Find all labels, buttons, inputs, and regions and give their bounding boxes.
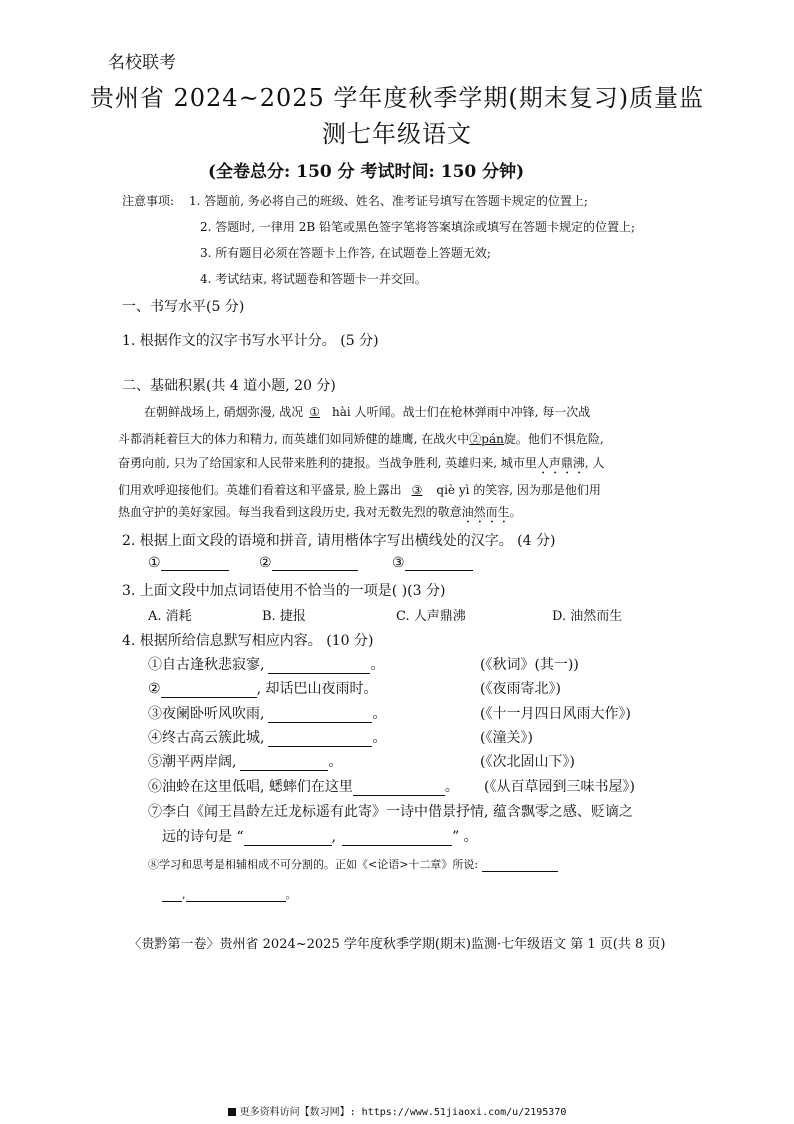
q4-item-text: 。 bbox=[372, 706, 387, 722]
q4-item-6 bbox=[148, 776, 459, 796]
dotted-word-4: 油然而生 bbox=[461, 505, 510, 519]
q2-mark-2: ② bbox=[259, 555, 272, 571]
q4-item-text: ② bbox=[148, 681, 161, 697]
q2-blank-1[interactable] bbox=[161, 556, 229, 571]
passage-line-5 bbox=[118, 503, 522, 526]
question-2: 2. 根据上面文段的语境和拼音, 请用楷体字写出横线处的汉字。 (4 分) bbox=[122, 533, 556, 549]
q4-item-1 bbox=[148, 654, 384, 674]
q4-blank-5[interactable] bbox=[240, 756, 328, 771]
q4-item-text: ③夜阑卧听风吹雨, bbox=[148, 706, 265, 722]
q2-mark-1: ① bbox=[148, 555, 161, 571]
notes-prefix: 注意事项: bbox=[122, 194, 175, 208]
passage-text: 在朝鲜战场上, 硝烟弥漫, 战况 bbox=[144, 405, 304, 419]
q4-item-text: , 却话巴山夜雨时。 bbox=[256, 681, 378, 697]
score-time-line: (全卷总分: 150 分 考试时间: 150 分钟) bbox=[208, 162, 525, 182]
q3-option-a[interactable]: A. 消耗 bbox=[148, 609, 192, 624]
q4-blank-1[interactable] bbox=[268, 659, 370, 674]
q4-blank-8b[interactable] bbox=[186, 889, 286, 902]
exam-label: 名校联考 bbox=[108, 53, 176, 73]
q3-option-b[interactable]: B. 捷报 bbox=[262, 609, 306, 624]
q4-item-5 bbox=[148, 751, 342, 771]
q4-source-3: (《十一月四日风雨大作》) bbox=[480, 706, 631, 722]
q4-item-7-line1: ⑦李白《闻王昌龄左迁龙标遥有此寄》一诗中借景抒情, 蕴含飘零之感、贬谪之 bbox=[148, 804, 633, 820]
passage-line-1 bbox=[144, 403, 590, 420]
q4-blank-7a[interactable] bbox=[244, 831, 332, 846]
q4-blank-8a-cont[interactable] bbox=[162, 889, 182, 902]
note-item-1: 1. 答题前, 务必将自己的班级、姓名、准考证号填写在答题卡规定的位置上; bbox=[189, 194, 588, 208]
passage-text: , 人 bbox=[584, 456, 605, 470]
blank-3-mark: ③ bbox=[411, 483, 423, 497]
question-1: 1. 根据作文的汉字书写水平计分。 (5 分) bbox=[122, 333, 379, 349]
resource-link-line[interactable] bbox=[0, 1103, 794, 1118]
q4-source-6: (《从百草园到三味书屋》) bbox=[484, 779, 635, 795]
q4-item-text: , bbox=[182, 888, 186, 901]
q2-blank-3[interactable] bbox=[405, 556, 473, 571]
q4-item-text: 远的诗句是 “ bbox=[162, 829, 244, 845]
flag-icon bbox=[228, 1108, 236, 1116]
blank-1-mark: ① bbox=[309, 405, 321, 419]
page-title-line1: 贵州省 2024~2025 学年度秋季学期(期末复习)质量监 bbox=[89, 84, 705, 112]
q4-item-text: ⑧学习和思考是相辅相成不可分割的。正如《<论语>十二章》所说: bbox=[148, 858, 479, 871]
passage-text: 们用欢呼迎接他们。英雄们看着这和平盛景, 脸上露出 bbox=[118, 483, 402, 497]
q4-item-text: 。 bbox=[285, 888, 297, 901]
q2-mark-3: ③ bbox=[392, 555, 405, 571]
passage-text: qiè yì 的笑容, 因为那是他们用 bbox=[436, 483, 601, 497]
resource-link[interactable]: 更多资料访问【数习网】: https://www.51jiaoxi.com/u/2195370 bbox=[239, 1107, 567, 1118]
passage-text: 旋。他们不惧危险, bbox=[503, 432, 604, 446]
q4-item-text: ⑥油蛉在这里低唱, 蟋蟀们在这里 bbox=[148, 779, 353, 795]
dotted-word-3: 人声鼎沸 bbox=[536, 456, 585, 470]
q4-item-text: ④终古高云簇此城, bbox=[148, 730, 265, 746]
question-3: 3. 上面文段中加点词语使用不恰当的一项是( )(3 分) bbox=[122, 583, 446, 599]
q3-option-c[interactable]: C. 人声鼎沸 bbox=[396, 609, 466, 624]
q4-item-3 bbox=[148, 703, 386, 723]
q4-blank-6[interactable] bbox=[353, 781, 445, 796]
q4-item-text: 。 bbox=[444, 779, 459, 795]
page-footer: 〈贵黔第一卷〉贵州省 2024~2025 学年度秋季学期(期末)监测·七年级语文 第 1 页(共 8 页) bbox=[128, 937, 666, 952]
q4-item-text: 。 bbox=[328, 754, 343, 770]
passage-text: 斗都消耗着巨大的体力和精力, 而英雄们如同矫健的雄鹰, 在战火中 bbox=[118, 432, 470, 446]
q4-blank-3[interactable] bbox=[268, 708, 372, 723]
section1-heading: 一、书写水平(5 分) bbox=[122, 299, 245, 315]
q4-item-8-line2 bbox=[162, 886, 297, 902]
passage-line-3 bbox=[118, 454, 605, 477]
question-4: 4. 根据所给信息默写相应内容。 (10 分) bbox=[122, 633, 374, 649]
q4-item-7-line2 bbox=[162, 826, 478, 846]
q4-item-text: , bbox=[331, 829, 337, 845]
page-title-line2: 测七年级语文 bbox=[322, 120, 472, 148]
note-item-4: 4. 考试结束, 将试题卷和答题卡一并交回。 bbox=[200, 272, 427, 286]
q4-blank-7b[interactable] bbox=[342, 831, 452, 846]
q4-item-text: ①自古逢秋悲寂寥, bbox=[148, 657, 265, 673]
q4-item-text: 。 bbox=[370, 657, 385, 673]
passage-text: 奋勇向前, 只为了给国家和人民带来胜利的捷报。当战争胜利, 英雄归来, 城市里 bbox=[118, 456, 537, 470]
passage-line-4 bbox=[118, 481, 601, 498]
q4-source-4: (《潼关》) bbox=[480, 730, 533, 746]
q4-blank-8a[interactable] bbox=[482, 859, 558, 872]
q4-source-5: (《次北固山下》) bbox=[480, 754, 575, 770]
section2-heading: 二、基础积累(共 4 道小题, 20 分) bbox=[122, 378, 336, 394]
passage-line-2 bbox=[118, 430, 604, 447]
q4-item-text: 。 bbox=[372, 730, 387, 746]
q3-option-d[interactable]: D. 油然而生 bbox=[552, 609, 623, 624]
passage-text: 。 bbox=[509, 505, 522, 519]
q4-item-8-line1 bbox=[148, 856, 558, 872]
q4-source-1: (《秋词》(其一)) bbox=[480, 657, 579, 673]
q4-item-2 bbox=[148, 678, 377, 698]
q4-blank-4[interactable] bbox=[268, 732, 372, 747]
q4-item-4 bbox=[148, 727, 386, 747]
q2-answer-blanks bbox=[148, 555, 473, 571]
passage-text: hài 人听闻。战士们在枪林弹雨中冲锋, 每一次战 bbox=[332, 405, 591, 419]
q2-blank-2[interactable] bbox=[272, 556, 358, 571]
note-item-3: 3. 所有题目必须在答题卡上作答, 在试题卷上答题无效; bbox=[200, 246, 491, 260]
blank-2-mark: ②pán bbox=[469, 432, 504, 446]
passage-text: 热血守护的美好家园。每当我看到这段历史, 我对无数先烈的敬意 bbox=[118, 505, 462, 519]
q4-item-text: ⑤潮平两岸阔, bbox=[148, 754, 237, 770]
note-item-2: 2. 答题时, 一律用 2B 铅笔或黑色签字笔将答案填涂或填写在答题卡规定的位置上; bbox=[200, 220, 636, 234]
q4-blank-2[interactable] bbox=[161, 683, 257, 698]
q4-item-text: ” 。 bbox=[452, 829, 478, 845]
q4-source-2: (《夜雨寄北》) bbox=[480, 681, 561, 697]
